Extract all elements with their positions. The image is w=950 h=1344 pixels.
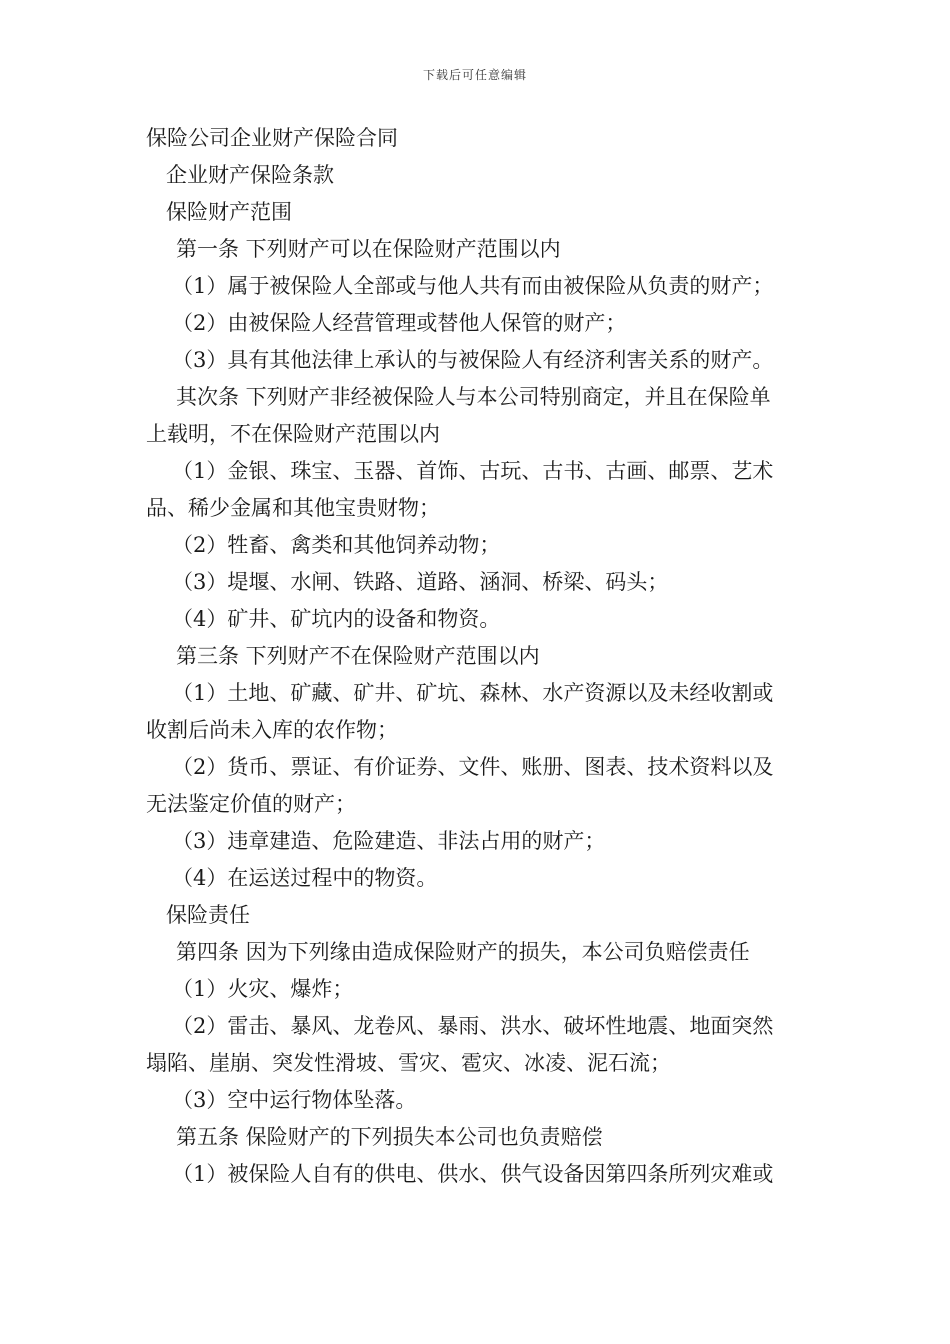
text-line: （2）由被保险人经营管理或替他人保管的财产； (172, 311, 627, 335)
text-line: （3）具有其他法律上承认的与被保险人有经济利害关系的财产。 (172, 348, 774, 372)
text-line: 保险财产范围 (166, 200, 292, 224)
text-line: 第五条 保险财产的下列损失本公司也负责赔偿 (176, 1125, 603, 1149)
document-body (146, 120, 808, 1193)
text-line: （2）雷击、暴风、龙卷风、暴雨、洪水、破坏性地震、地面突然 (172, 1014, 774, 1038)
text-line: 第四条 因为下列缘由造成保险财产的损失，本公司负赔偿责任 (176, 940, 750, 964)
text-line: （4）矿井、矿坑内的设备和物资。 (172, 607, 501, 631)
text-line: （4）在运送过程中的物资。 (172, 866, 438, 890)
text-line: （3）违章建造、危险建造、非法占用的财产； (172, 829, 606, 853)
text-line: 第三条 下列财产不在保险财产范围以内 (176, 644, 540, 668)
text-line: （2）货币、票证、有价证券、文件、账册、图表、技术资料以及 (172, 755, 774, 779)
text-line: （3）空中运行物体坠落。 (172, 1088, 417, 1112)
page-header: 下载后可任意编辑 (422, 68, 527, 82)
text-line: 无法鉴定价值的财产； (146, 792, 356, 816)
text-line: （1）属于被保险人全部或与他人共有而由被保险从负责的财产； (172, 274, 774, 298)
text-line: 第一条 下列财产可以在保险财产范围以内 (176, 237, 561, 261)
text-line: 塌陷、崖崩、突发性滑坡、雪灾、雹灾、冰凌、泥石流； (146, 1051, 671, 1075)
text-line: 品、稀少金属和其他宝贵财物； (146, 496, 440, 520)
text-line: （1）土地、矿藏、矿井、矿坑、森林、水产资源以及未经收割或 (172, 681, 774, 705)
text-line: （3）堤堰、水闸、铁路、道路、涵洞、桥梁、码头； (172, 570, 669, 594)
text-line: （2）牲畜、禽类和其他饲养动物； (172, 533, 501, 557)
text-line: （1）被保险人自有的供电、供水、供气设备因第四条所列灾难或 (172, 1162, 774, 1186)
text-line: （1）金银、珠宝、玉器、首饰、古玩、古书、古画、邮票、艺术 (172, 459, 774, 483)
text-line: 保险公司企业财产保险合同 (146, 126, 398, 150)
text-line: 上载明，不在保险财产范围以内 (146, 422, 440, 446)
text-line: 企业财产保险条款 (166, 163, 334, 187)
text-line: 其次条 下列财产非经被保险人与本公司特别商定，并且在保险单 (176, 385, 771, 409)
text-line: 收割后尚未入库的农作物； (146, 718, 398, 742)
text-line: 保险责任 (166, 903, 250, 927)
text-line: （1）火灾、爆炸； (172, 977, 354, 1001)
